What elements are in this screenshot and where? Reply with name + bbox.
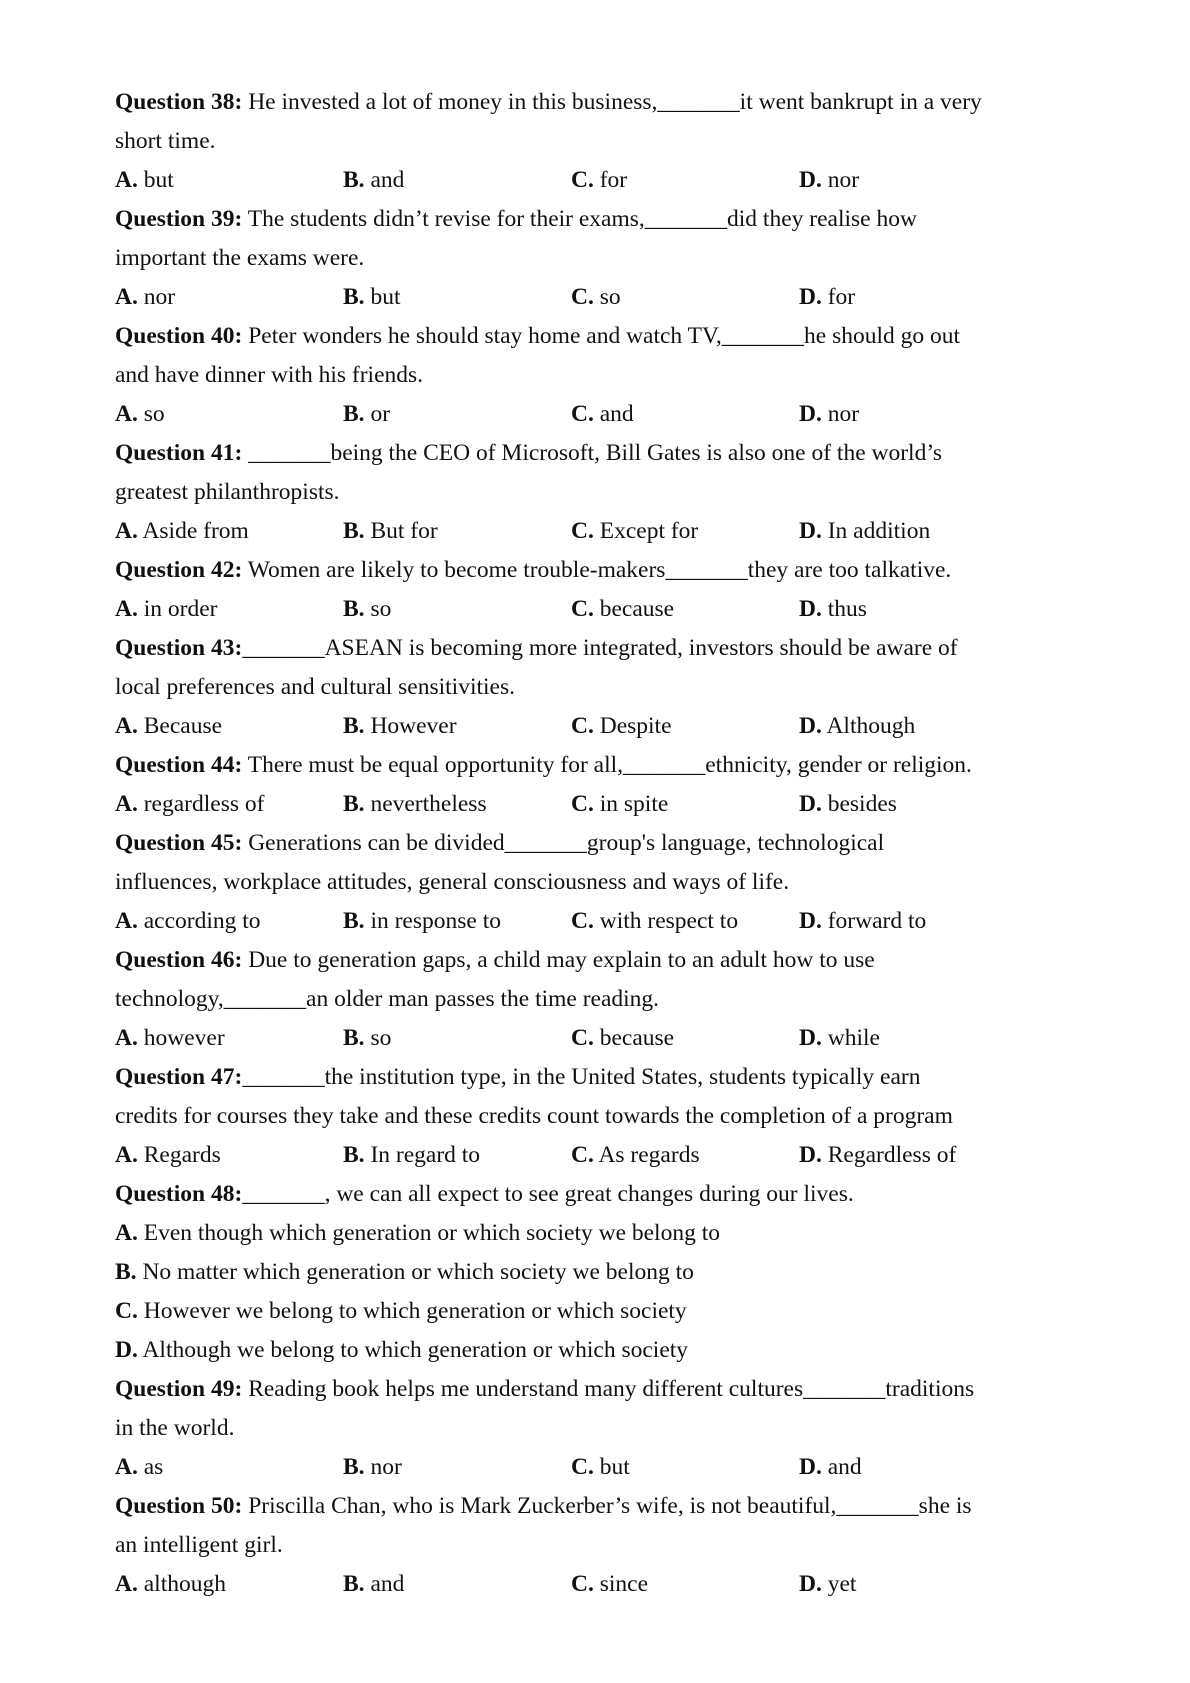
question-42-line-1 xyxy=(115,555,1115,585)
question-43-text: _______ASEAN is becoming more integrated, investors should be aware of xyxy=(242,635,958,661)
option-d[interactable]: D. besides xyxy=(799,791,897,817)
question-39-text: The students didn’t revise for their exams,_______did they realise how xyxy=(242,206,917,232)
question-44-options xyxy=(115,789,1115,819)
question-49-line-1 xyxy=(115,1374,1115,1404)
question-39-line-1 xyxy=(115,204,1115,234)
question-45-line-1 xyxy=(115,828,1115,858)
option-d[interactable]: D. Although xyxy=(799,713,916,739)
question-47-line-2: credits for courses they take and these credits count towards the completion of a program xyxy=(115,1103,953,1129)
question-46-options xyxy=(115,1023,1115,1053)
option-c[interactable]: C. with respect to xyxy=(571,908,739,934)
option-c[interactable]: C. Except for xyxy=(571,518,699,544)
question-50-line-1 xyxy=(115,1491,1115,1521)
question-43-line-1 xyxy=(115,633,1115,663)
question-49-text: Reading book helps me understand many different cultures_______traditions xyxy=(242,1376,975,1402)
option-c[interactable]: C. because xyxy=(571,1025,675,1051)
question-38-text: He invested a lot of money in this business,_______it went bankrupt in a very xyxy=(242,89,982,115)
question-49-options xyxy=(115,1452,1115,1482)
question-42-text: Women are likely to become trouble-makers_______they are too talkative. xyxy=(242,557,952,583)
question-48-label: Question 48: xyxy=(115,1181,243,1207)
question-49-line-2: in the world. xyxy=(115,1415,235,1441)
option-c[interactable]: C. and xyxy=(571,401,634,427)
option-c[interactable]: C. However we belong to which generation or which society xyxy=(115,1298,687,1324)
question-46-line-2: technology,_______an older man passes the time reading. xyxy=(115,986,660,1012)
option-c[interactable]: C. Despite xyxy=(571,713,672,739)
question-39-options xyxy=(115,282,1115,312)
question-50-line-2: an intelligent girl. xyxy=(115,1532,283,1558)
option-c[interactable]: C. in spite xyxy=(571,791,669,817)
option-d[interactable]: D. Regardless of xyxy=(799,1142,957,1168)
question-38-line-1 xyxy=(115,87,1115,117)
option-a[interactable]: A. nor xyxy=(115,284,176,310)
option-d[interactable]: D. thus xyxy=(799,596,867,622)
question-47-line-1 xyxy=(115,1062,1115,1092)
question-39-label: Question 39: xyxy=(115,206,243,232)
option-a[interactable]: A. Because xyxy=(115,713,223,739)
option-b[interactable]: B. in response to xyxy=(343,908,501,934)
question-41-label: Question 41: xyxy=(115,440,243,466)
question-50-label: Question 50: xyxy=(115,1493,243,1519)
option-c[interactable]: C. because xyxy=(571,596,675,622)
option-d[interactable]: D. forward to xyxy=(799,908,927,934)
option-c[interactable]: C. for xyxy=(571,167,628,193)
question-38-line-2: short time. xyxy=(115,128,216,154)
option-a[interactable]: A. as xyxy=(115,1454,164,1480)
option-d[interactable]: D. while xyxy=(799,1025,880,1051)
question-47-label: Question 47: xyxy=(115,1064,243,1090)
question-45-label: Question 45: xyxy=(115,830,243,856)
question-43-options xyxy=(115,711,1115,741)
option-a[interactable]: A. according to xyxy=(115,908,261,934)
question-45-line-2: influences, workplace attitudes, general consciousness and ways of life. xyxy=(115,869,790,895)
question-47-text: _______the institution type, in the United States, students typically earn xyxy=(242,1064,921,1090)
option-c[interactable]: C. so xyxy=(571,284,621,310)
option-d[interactable]: D. nor xyxy=(799,167,860,193)
option-b[interactable]: B. In regard to xyxy=(343,1142,481,1168)
option-d[interactable]: D. In addition xyxy=(799,518,931,544)
option-b[interactable]: B. No matter which generation or which society we belong to xyxy=(115,1259,694,1285)
question-44-label: Question 44: xyxy=(115,752,243,778)
question-42-label: Question 42: xyxy=(115,557,243,583)
option-a[interactable]: A. but xyxy=(115,167,174,193)
option-c[interactable]: C. but xyxy=(571,1454,630,1480)
question-47-options xyxy=(115,1140,1115,1170)
question-40-text: Peter wonders he should stay home and watch TV,_______he should go out xyxy=(242,323,961,349)
option-a[interactable]: A. however xyxy=(115,1025,225,1051)
question-43-label: Question 43: xyxy=(115,635,243,661)
option-a[interactable]: A. Regards xyxy=(115,1142,221,1168)
option-b[interactable]: B. or xyxy=(343,401,391,427)
option-d[interactable]: D. and xyxy=(799,1454,862,1480)
option-d[interactable]: D. Although we belong to which generation or which society xyxy=(115,1337,689,1363)
question-43-line-2: local preferences and cultural sensitivities. xyxy=(115,674,515,700)
option-c[interactable]: C. As regards xyxy=(571,1142,700,1168)
option-b[interactable]: B. But for xyxy=(343,518,438,544)
option-d[interactable]: D. for xyxy=(799,284,856,310)
question-45-text: Generations can be divided_______group's language, technological xyxy=(242,830,885,856)
question-41-line-2: greatest philanthropists. xyxy=(115,479,340,505)
question-39-line-2: important the exams were. xyxy=(115,245,365,271)
option-a[interactable]: A. in order xyxy=(115,596,218,622)
question-50-text: Priscilla Chan, who is Mark Zuckerber’s wife, is not beautiful,_______she is xyxy=(242,1493,972,1519)
question-41-text: _______being the CEO of Microsoft, Bill Gates is also one of the world’s xyxy=(242,440,942,466)
option-b[interactable]: B. so xyxy=(343,1025,392,1051)
question-38-label: Question 38: xyxy=(115,89,243,115)
question-48-text: _______, we can all expect to see great changes during our lives. xyxy=(242,1181,854,1207)
question-41-line-1 xyxy=(115,438,1115,468)
option-d[interactable]: D. yet xyxy=(799,1571,857,1597)
question-49-label: Question 49: xyxy=(115,1376,243,1402)
question-46-label: Question 46: xyxy=(115,947,243,973)
option-b[interactable]: B. so xyxy=(343,596,392,622)
question-45-options xyxy=(115,906,1115,936)
question-42-options xyxy=(115,594,1115,624)
question-40-options xyxy=(115,399,1115,429)
option-c[interactable]: C. since xyxy=(571,1571,649,1597)
option-b[interactable]: B. and xyxy=(343,1571,405,1597)
option-b[interactable]: B. However xyxy=(343,713,457,739)
question-40-line-2: and have dinner with his friends. xyxy=(115,362,424,388)
option-b[interactable]: B. but xyxy=(343,284,401,310)
question-40-line-1 xyxy=(115,321,1115,351)
question-38-options xyxy=(115,165,1115,195)
question-46-line-1 xyxy=(115,945,1115,975)
question-44-text: There must be equal opportunity for all,_______ethnicity, gender or religion. xyxy=(242,752,972,778)
option-b[interactable]: B. nevertheless xyxy=(343,791,487,817)
option-a[interactable]: A. Even though which generation or which society we belong to xyxy=(115,1220,720,1246)
question-50-options xyxy=(115,1569,1115,1599)
question-44-line-1 xyxy=(115,750,1115,780)
question-40-label: Question 40: xyxy=(115,323,243,349)
option-b[interactable]: B. nor xyxy=(343,1454,402,1480)
question-48-line-1 xyxy=(115,1179,1115,1209)
option-b[interactable]: B. and xyxy=(343,167,405,193)
option-a[interactable]: A. Aside from xyxy=(115,518,249,544)
option-a[interactable]: A. so xyxy=(115,401,165,427)
option-a[interactable]: A. regardless of xyxy=(115,791,265,817)
option-a[interactable]: A. although xyxy=(115,1571,226,1597)
question-46-text: Due to generation gaps, a child may explain to an adult how to use xyxy=(242,947,875,973)
question-41-options xyxy=(115,516,1115,546)
option-d[interactable]: D. nor xyxy=(799,401,860,427)
